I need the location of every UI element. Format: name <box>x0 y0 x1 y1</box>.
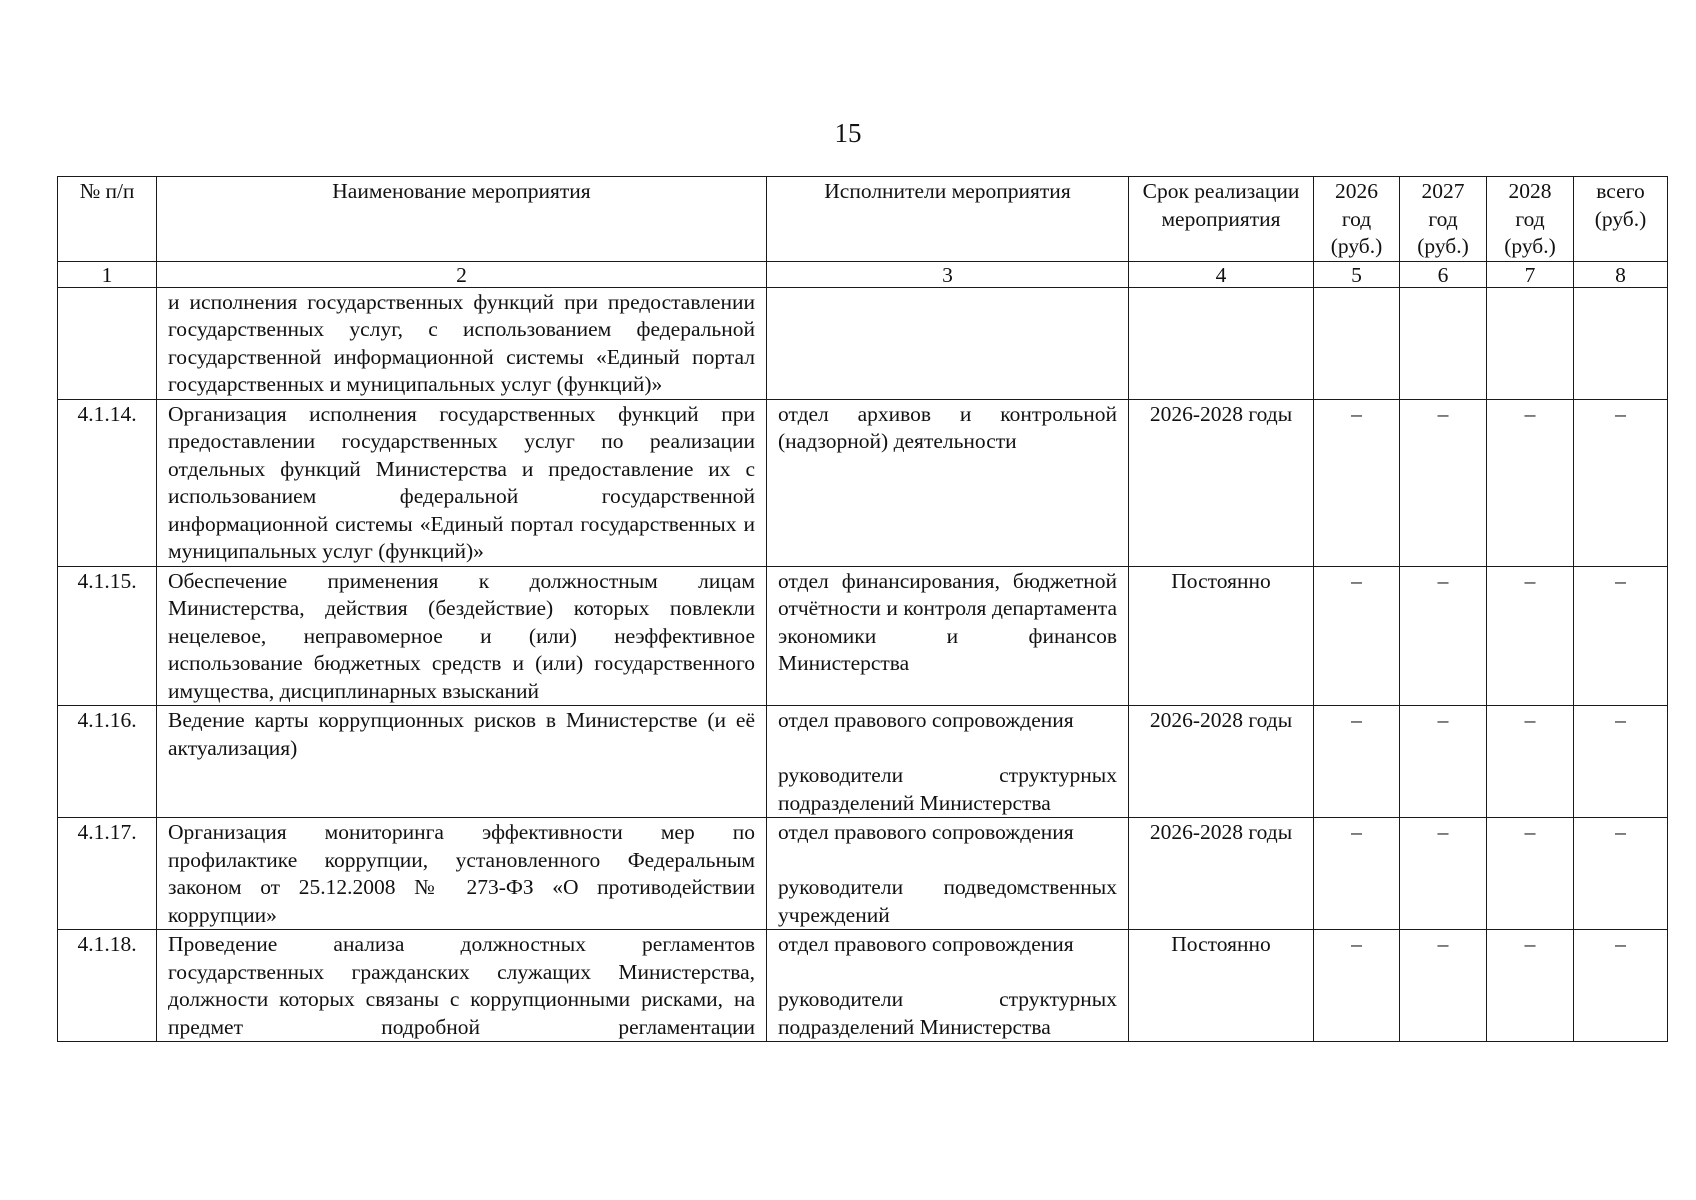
amount-2028: – <box>1487 566 1574 706</box>
measure-name: Проведение анализа должностных регламентов государственных гражданских служащих Министерства, должности которых связаны с коррупционными рисками, на предмет подробной регламентации <box>157 930 767 1042</box>
amount-total: – <box>1574 706 1668 818</box>
amount-total: – <box>1574 566 1668 706</box>
row-number: 4.1.15. <box>58 566 157 706</box>
amount-2028: – <box>1487 399 1574 566</box>
term <box>1129 287 1314 399</box>
header-row <box>58 177 1668 262</box>
table-row <box>58 818 1668 930</box>
amount-2028: – <box>1487 930 1574 1042</box>
amount-2028: – <box>1487 818 1574 930</box>
amount-2026: – <box>1314 818 1400 930</box>
col-index: 3 <box>767 261 1129 287</box>
col-index: 1 <box>58 261 157 287</box>
amount-2027: – <box>1400 706 1487 818</box>
table-row <box>58 566 1668 706</box>
row-number: 4.1.18. <box>58 930 157 1042</box>
header-2027: 2027 год (руб.) <box>1400 177 1487 262</box>
amount-2027: – <box>1400 818 1487 930</box>
table-row <box>58 930 1668 1042</box>
executors <box>767 706 1129 818</box>
amount-2026 <box>1314 287 1400 399</box>
executor-secondary: руководители структурных подразделений Министерства <box>778 987 1117 1039</box>
amount-total: – <box>1574 818 1668 930</box>
executor-primary: отдел правового сопровождения <box>778 820 1074 844</box>
executor-secondary: руководители подведомственных учреждений <box>778 875 1117 927</box>
measure-name: Организация исполнения государственных функций при предоставлении государственных услуг по реализации отдельных функций Министерства и предоставление их с использованием федеральной государственной информационной системы «Единый портал государственных и муниципальных услуг (функций)» <box>157 399 767 566</box>
amount-2027: – <box>1400 566 1487 706</box>
row-number: 4.1.17. <box>58 818 157 930</box>
table-row <box>58 287 1668 399</box>
term: 2026-2028 годы <box>1129 399 1314 566</box>
term: 2026-2028 годы <box>1129 706 1314 818</box>
column-index-row <box>58 261 1668 287</box>
header-total: всего (руб.) <box>1574 177 1668 262</box>
row-number: 4.1.14. <box>58 399 157 566</box>
amount-2026: – <box>1314 399 1400 566</box>
amount-2028: – <box>1487 706 1574 818</box>
measures-table <box>57 176 1668 1042</box>
executors <box>767 818 1129 930</box>
executor-primary: отдел правового сопровождения <box>778 932 1074 956</box>
term: 2026-2028 годы <box>1129 818 1314 930</box>
executor-primary: отдел архивов и контрольной (надзорной) деятельности <box>778 401 1117 453</box>
col-index: 6 <box>1400 261 1487 287</box>
table-row <box>58 706 1668 818</box>
measure-name: и исполнения государственных функций при предоставлении государственных услуг, с использованием федеральной государственной информационной системы «Единый портал государственных и муниципальных услуг (функций)» <box>157 287 767 399</box>
amount-2026: – <box>1314 930 1400 1042</box>
header-name: Наименование мероприятия <box>157 177 767 262</box>
executors <box>767 399 1129 566</box>
col-index: 8 <box>1574 261 1668 287</box>
amount-2027 <box>1400 287 1487 399</box>
measure-name: Обеспечение применения к должностным лицам Министерства, действия (бездействие) которых повлекли нецелевое, неправомерное и (или) неэффективное использование бюджетных средств и (или) государственного имущества, дисциплинарных взысканий <box>157 566 767 706</box>
executor-primary: отдел правового сопровождения <box>778 708 1074 732</box>
executors <box>767 287 1129 399</box>
measure-name: Ведение карты коррупционных рисков в Министерстве (и её актуализация) <box>157 706 767 818</box>
col-index: 5 <box>1314 261 1400 287</box>
page-number: 15 <box>834 118 862 148</box>
amount-2026: – <box>1314 706 1400 818</box>
amount-2027: – <box>1400 930 1487 1042</box>
header-2026: 2026 год (руб.) <box>1314 177 1400 262</box>
measure-name: Организация мониторинга эффективности мер по профилактике коррупции, установленного Федеральным законом от 25.12.2008 № 273-ФЗ «О противодействии коррупции» <box>157 818 767 930</box>
amount-total: – <box>1574 930 1668 1042</box>
executor-secondary: руководители структурных подразделений Министерства <box>778 763 1117 815</box>
executor-primary: отдел финансирования, бюджетной отчётности и контроля департамента экономики и финансов Министерства <box>778 568 1117 675</box>
amount-2027: – <box>1400 399 1487 566</box>
table-row <box>58 399 1668 566</box>
amount-2028 <box>1487 287 1574 399</box>
term: Постоянно <box>1129 566 1314 706</box>
header-2028: 2028 год (руб.) <box>1487 177 1574 262</box>
col-index: 2 <box>157 261 767 287</box>
header-num: № п/п <box>58 177 157 262</box>
executors <box>767 566 1129 706</box>
amount-2026: – <box>1314 566 1400 706</box>
executors <box>767 930 1129 1042</box>
amount-total: – <box>1574 399 1668 566</box>
header-term: Срок реализации мероприятия <box>1129 177 1314 262</box>
term: Постоянно <box>1129 930 1314 1042</box>
row-number: 4.1.16. <box>58 706 157 818</box>
header-executors: Исполнители мероприятия <box>767 177 1129 262</box>
col-index: 4 <box>1129 261 1314 287</box>
col-index: 7 <box>1487 261 1574 287</box>
row-number <box>58 287 157 399</box>
amount-total <box>1574 287 1668 399</box>
